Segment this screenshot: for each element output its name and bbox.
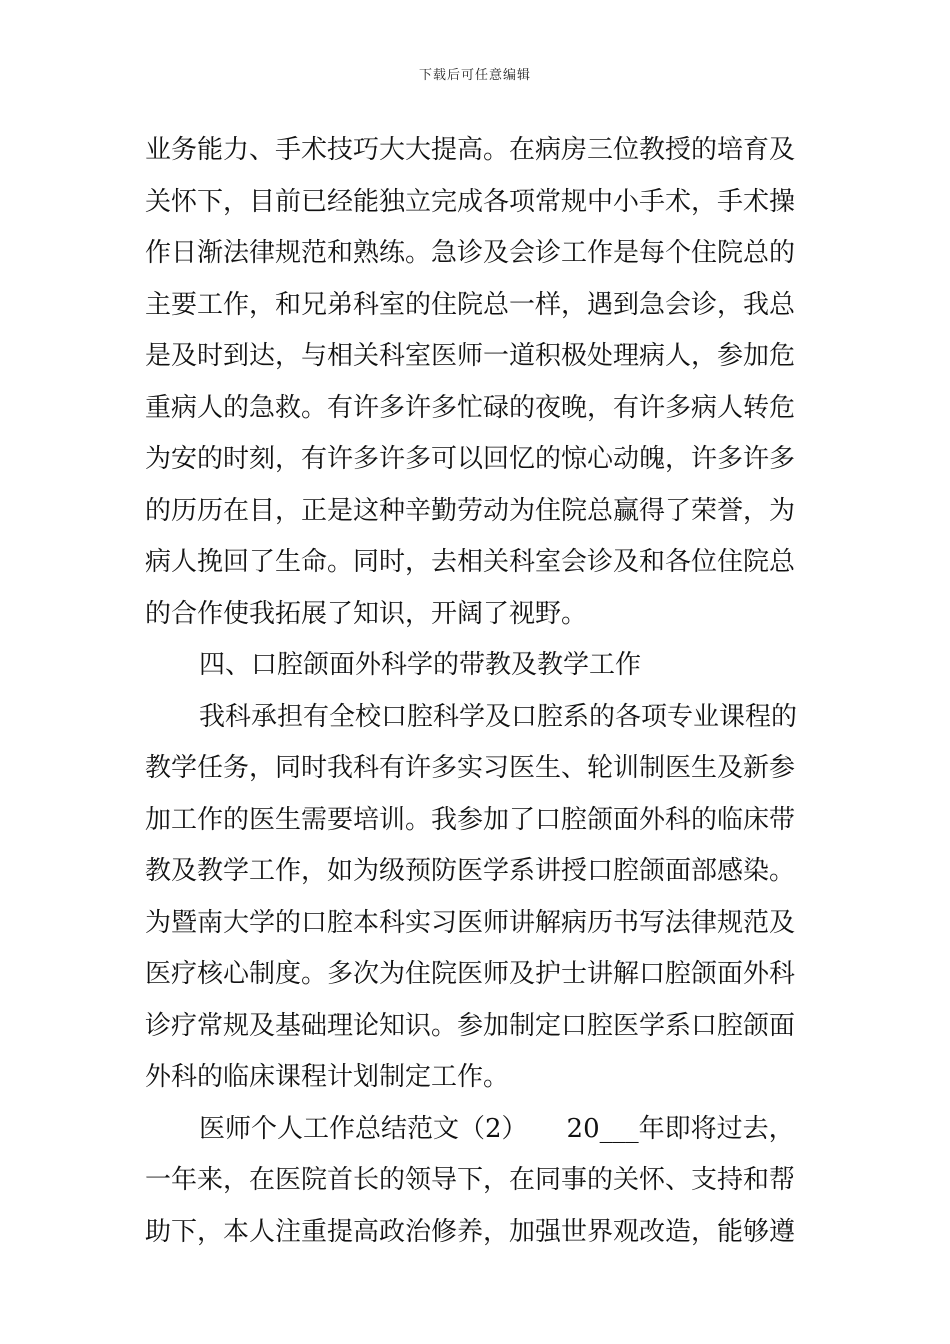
text-line: 是及时到达，与相关科室医师一道积极处理病人，参加危 — [145, 341, 796, 371]
text-line: 外科的临床课程计划制定工作。 — [145, 1062, 510, 1092]
text-line: 业务能力、手术技巧大大提高。在病房三位教授的培育及 — [145, 135, 796, 165]
document-body — [145, 128, 810, 1261]
page-header: 下载后可任意编辑 — [418, 68, 531, 83]
text-line: 医疗核心制度。多次为住院医师及护士讲解口腔颌面外科 — [145, 959, 796, 989]
text-line: 一年来，在医院首长的领导下，在同事的关怀、支持和帮 — [145, 1165, 796, 1195]
text-line: 诊疗常规及基础理论知识。参加制定口腔医学系口腔颌面 — [145, 1010, 796, 1041]
text-line: 的历历在目，正是这种辛勤劳动为住院总赢得了荣誉，为 — [145, 495, 796, 526]
text-line: 医师个人工作总结范文（2） 20___年即将过去， — [199, 1113, 795, 1144]
text-line: 助下，本人注重提高政治修养，加强世界观改造，能够遵 — [145, 1216, 796, 1247]
text-line: 为安的时刻，有许多许多可以回忆的惊心动魄，许多许多 — [145, 444, 796, 474]
section-heading: 四、口腔颌面外科学的带教及教学工作 — [199, 650, 642, 680]
text-line: 关怀下，目前已经能独立完成各项常规中小手术，手术操 — [145, 186, 796, 217]
text-line: 主要工作，和兄弟科室的住院总一样，遇到急会诊，我总 — [145, 289, 796, 320]
text-line: 为暨南大学的口腔本科实习医师讲解病历书写法律规范及 — [145, 907, 796, 938]
text-line: 作日渐法律规范和熟练。急诊及会诊工作是每个住院总的 — [145, 238, 796, 268]
text-line: 的合作使我拓展了知识，开阔了视野。 — [145, 598, 588, 629]
text-line: 我科承担有全校口腔科学及口腔系的各项专业课程的 — [199, 701, 798, 732]
text-line: 教学任务，同时我科有许多实习医生、轮训制医生及新参 — [145, 753, 796, 783]
text-line: 病人挽回了生命。同时，去相关科室会诊及和各位住院总 — [145, 547, 796, 577]
text-line: 重病人的急救。有许多许多忙碌的夜晚，有许多病人转危 — [145, 392, 796, 423]
text-line: 教及教学工作，如为级预防医学系讲授口腔颌面部感染。 — [145, 856, 796, 886]
text-line: 加工作的医生需要培训。我参加了口腔颌面外科的临床带 — [145, 804, 796, 835]
